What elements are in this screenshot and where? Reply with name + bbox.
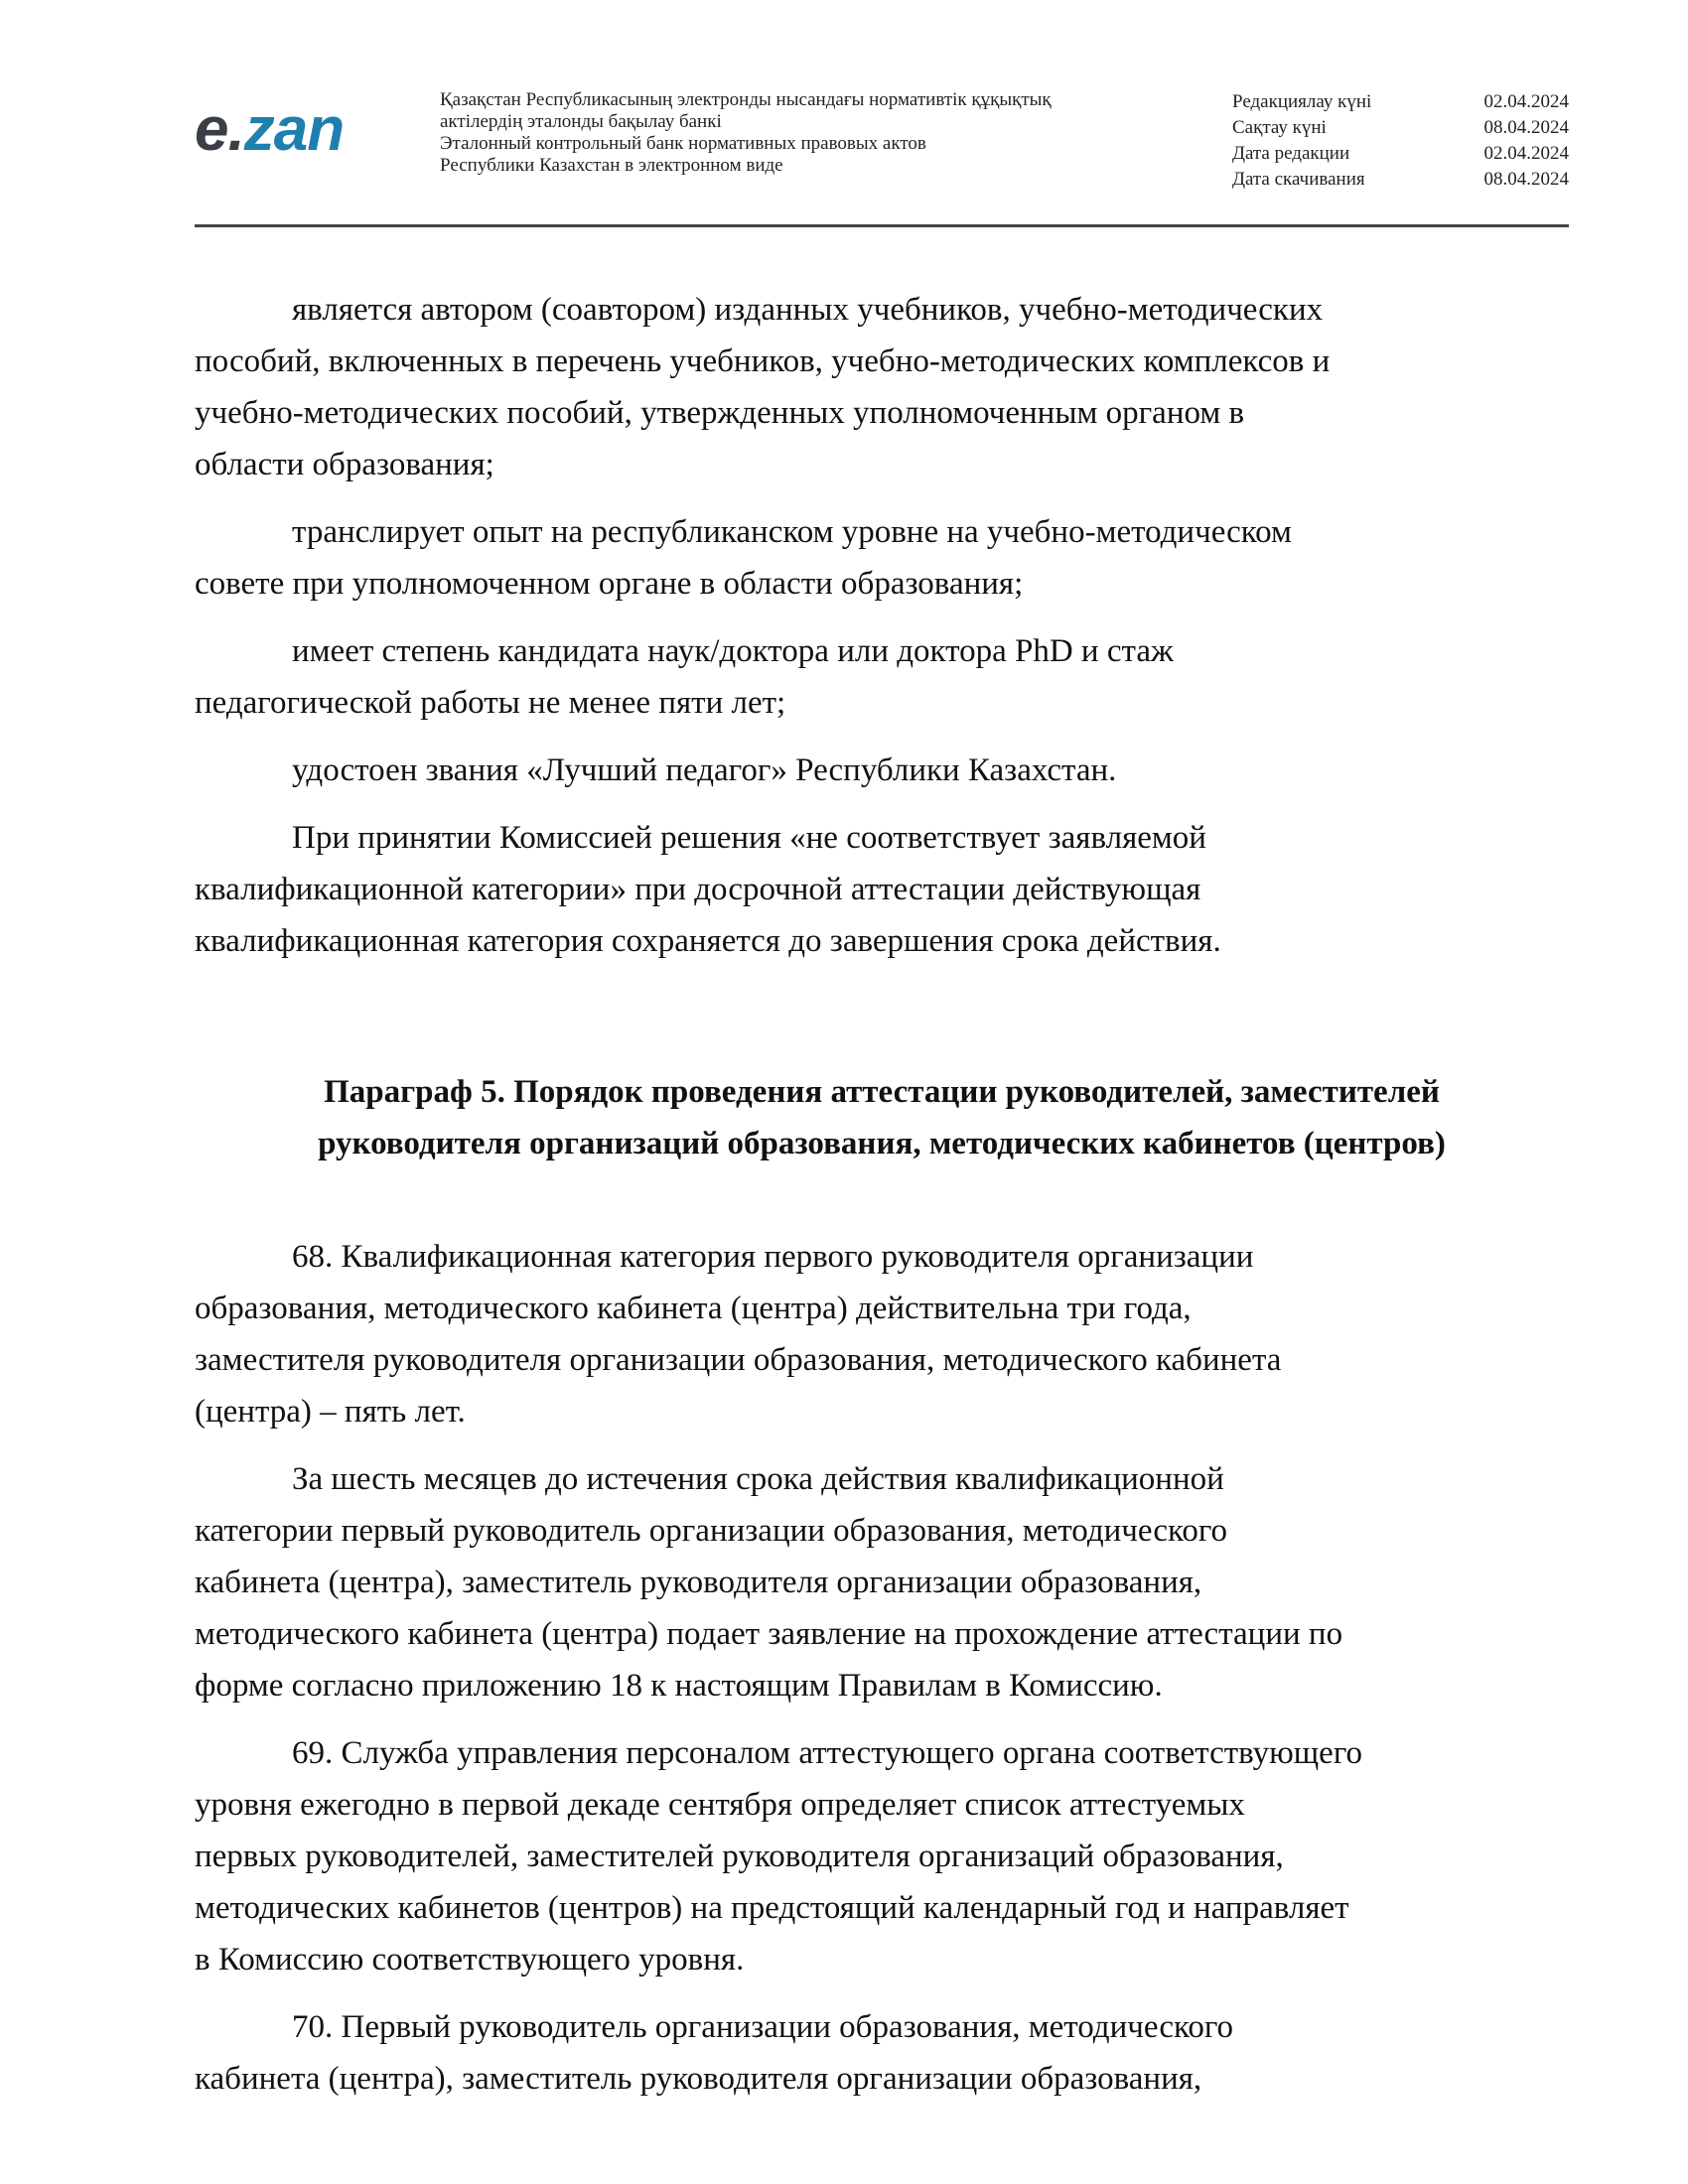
paragraph-69 xyxy=(195,1727,1569,1985)
paragraph-68 xyxy=(195,1231,1569,1437)
text-line: кабинета (центра), заместитель руководителя организации образования, xyxy=(195,1565,1202,1600)
text-line: уровня ежегодно в первой декаде сентября определяет список аттестуемых xyxy=(195,1787,1245,1823)
paragraph-author xyxy=(195,284,1569,490)
text-line: совете при уполномоченном органе в области образования; xyxy=(195,566,1024,602)
heading-line: руководителя организаций образования, методических кабинетов (центров) xyxy=(318,1126,1446,1161)
text-line: форме согласно приложению 18 к настоящим Правилам в Комиссию. xyxy=(195,1668,1163,1704)
document-body xyxy=(195,284,1569,2120)
heading-line: Параграф 5. Порядок проведения аттестации руководителей, заместителей xyxy=(324,1074,1440,1110)
text-line: квалификационной категории» при досрочной аттестации действующая xyxy=(195,872,1201,907)
meta-label: Дата скачивания xyxy=(1232,169,1365,190)
paragraph-translates-experience xyxy=(195,506,1569,610)
text-line: транслирует опыт на республиканском уровне на учебно-методическом xyxy=(292,514,1292,550)
header-desc-line: Республики Казахстан в электронном виде xyxy=(440,155,783,176)
header-dates xyxy=(1232,89,1569,193)
meta-value: 02.04.2024 xyxy=(1483,143,1569,164)
text-line: первых руководителей, заместителей руководителя организаций образования, xyxy=(195,1839,1284,1874)
ezan-logo[interactable] xyxy=(195,95,345,164)
meta-row-download-date-ru xyxy=(1232,167,1569,193)
text-line: (центра) – пять лет. xyxy=(195,1394,466,1430)
meta-row-save-date-kz xyxy=(1232,115,1569,141)
text-line: квалификационная категория сохраняется до завершения срока действия. xyxy=(195,923,1221,959)
meta-row-edit-date-ru xyxy=(1232,141,1569,167)
text-line: является автором (соавтором) изданных учебников, учебно-методических xyxy=(292,292,1324,328)
text-line: в Комиссию соответствующего уровня. xyxy=(195,1942,745,1978)
meta-label: Сақтау күні xyxy=(1232,117,1327,138)
paragraph-best-teacher xyxy=(195,745,1569,796)
text-line: пособий, включенных в перечень учебников, учебно-методических комплексов и xyxy=(195,343,1331,379)
paragraph-70 xyxy=(195,2001,1569,2105)
meta-label: Редакциялау күні xyxy=(1232,91,1372,112)
logo-e: e xyxy=(195,95,228,164)
text-line: имеет степень кандидата наук/доктора или доктора PhD и стаж xyxy=(292,633,1174,669)
text-line: области образования; xyxy=(195,447,494,482)
text-line: За шесть месяцев до истечения срока действия квалификационной xyxy=(292,1461,1224,1497)
meta-label: Дата редакции xyxy=(1232,143,1350,164)
header-desc-line: Қазақстан Республикасының электронды нысандағы нормативтік құқықтық xyxy=(440,89,1052,110)
text-line: методических кабинетов (центров) на предстоящий календарный год и направляет xyxy=(195,1890,1349,1926)
meta-row-edit-date-kz xyxy=(1232,89,1569,115)
text-line: При принятии Комиссией решения «не соответствует заявляемой xyxy=(292,820,1206,856)
header-divider xyxy=(195,224,1569,227)
header-desc-line: актілердің эталонды бақылау банкі xyxy=(440,111,722,132)
header-description xyxy=(440,89,1155,177)
text-line: образования, методического кабинета (центра) действительна три года, xyxy=(195,1291,1192,1326)
paragraph-degree xyxy=(195,625,1569,729)
meta-value: 02.04.2024 xyxy=(1483,91,1569,112)
logo-zan: zan xyxy=(243,95,345,164)
logo-dot: . xyxy=(227,95,244,164)
text-line: педагогической работы не менее пяти лет; xyxy=(195,685,786,721)
text-line: 70. Первый руководитель организации образования, методического xyxy=(292,2009,1234,2045)
meta-value: 08.04.2024 xyxy=(1483,117,1569,138)
text-line: 68. Квалификационная категория первого руководителя организации xyxy=(292,1239,1254,1275)
text-line: заместителя руководителя организации образования, методического кабинета xyxy=(195,1342,1282,1378)
paragraph-six-months xyxy=(195,1453,1569,1711)
text-line: категории первый руководитель организации образования, методического xyxy=(195,1513,1228,1549)
text-line: 69. Служба управления персоналом аттестующего органа соответствующего xyxy=(292,1735,1363,1771)
text-line: методического кабинета (центра) подает заявление на прохождение аттестации по xyxy=(195,1616,1343,1652)
text-line: удостоен звания «Лучший педагог» Республики Казахстан. xyxy=(292,752,1117,788)
header-desc-line: Эталонный контрольный банк нормативных правовых актов xyxy=(440,133,926,154)
text-line: учебно-методических пособий, утвержденных уполномоченным органом в xyxy=(195,395,1245,431)
document-header xyxy=(195,83,1569,224)
section-heading xyxy=(195,1066,1569,1169)
meta-value: 08.04.2024 xyxy=(1483,169,1569,190)
text-line: кабинета (центра), заместитель руководителя организации образования, xyxy=(195,2061,1202,2097)
paragraph-commission-decision xyxy=(195,812,1569,967)
